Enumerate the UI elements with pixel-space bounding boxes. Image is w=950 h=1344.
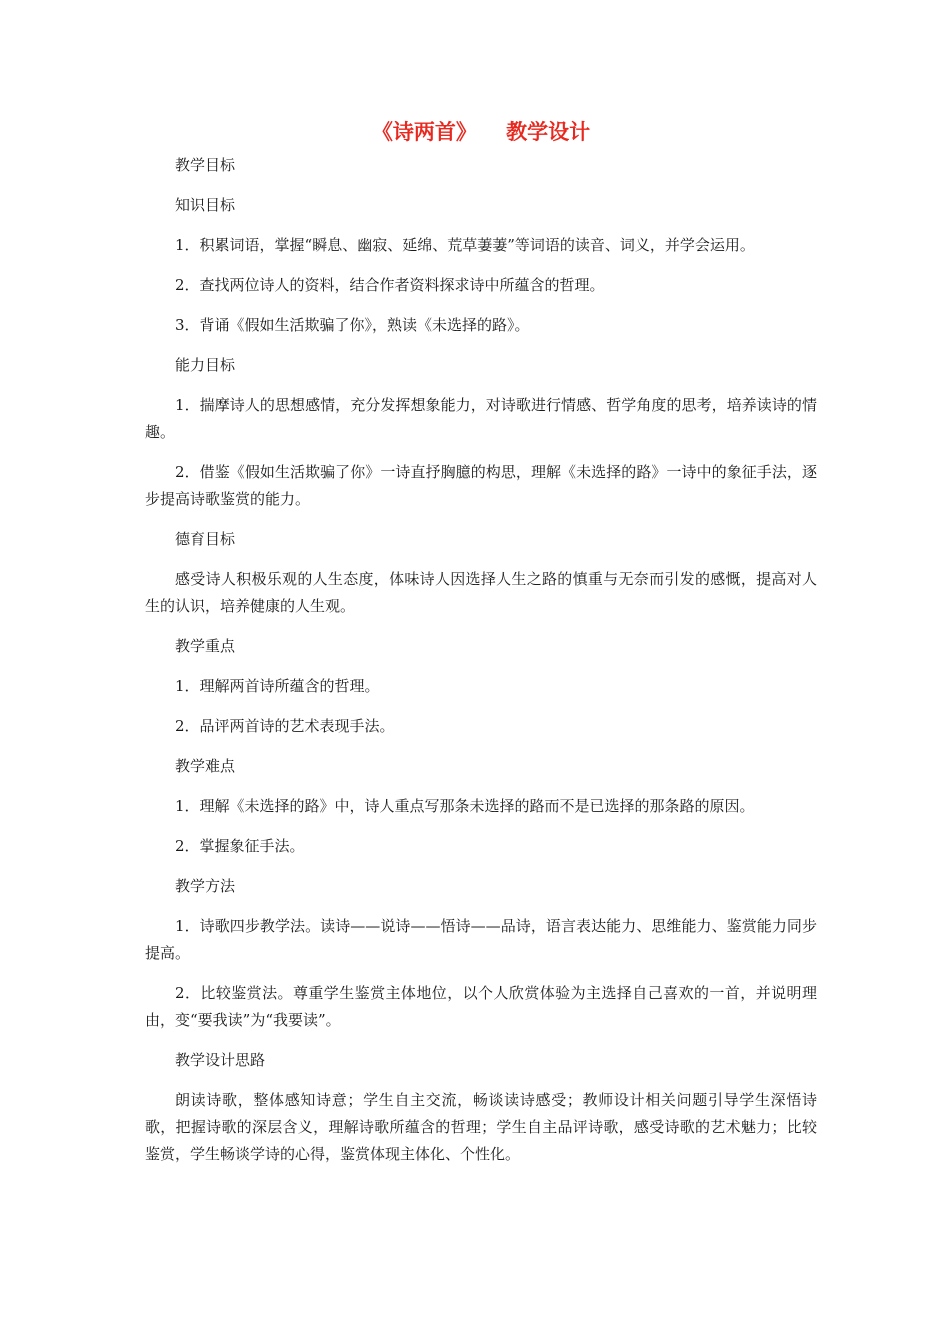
document-title: 《诗两首》 教学设计 <box>371 119 591 144</box>
paragraph: 2．借鉴《假如生活欺骗了你》一诗直抒胸臆的构思，理解《未选择的路》一诗中的象征手法，逐步提高诗歌鉴赏的能力。 <box>145 463 817 508</box>
subsection-heading-ability-goals: 能力目标 <box>175 356 236 374</box>
paragraph: 1．理解两首诗所蕴含的哲理。 <box>175 677 380 695</box>
section-heading-design-approach: 教学设计思路 <box>175 1051 266 1069</box>
paragraph: 感受诗人积极乐观的人生态度，体味诗人因选择人生之路的慎重与无奈而引发的感慨，提高对人生的认识，培养健康的人生观。 <box>145 570 817 615</box>
paragraph: 朗读诗歌，整体感知诗意；学生自主交流，畅谈读诗感受；教师设计相关问题引导学生深悟诗歌，把握诗歌的深层含义，理解诗歌所蕴含的哲理；学生自主品评诗歌，感受诗歌的艺术魅力；比较鉴赏，学生畅谈学诗的心得，鉴赏体现主体化、个性化。 <box>145 1091 817 1163</box>
section-heading-teaching-goals: 教学目标 <box>175 156 236 174</box>
paragraph: 2．掌握象征手法。 <box>175 837 305 855</box>
subsection-heading-knowledge-goals: 知识目标 <box>175 196 236 214</box>
subsection-heading-moral-goals: 德育目标 <box>175 530 236 548</box>
paragraph: 1．揣摩诗人的思想感情，充分发挥想象能力，对诗歌进行情感、哲学角度的思考，培养读诗的情趣。 <box>145 396 817 441</box>
paragraph: 1．理解《未选择的路》中，诗人重点写那条未选择的路而不是已选择的那条路的原因。 <box>175 797 755 815</box>
section-heading-difficulties: 教学难点 <box>175 757 236 775</box>
paragraph: 2．查找两位诗人的资料，结合作者资料探求诗中所蕴含的哲理。 <box>175 276 605 294</box>
document-page <box>145 118 817 1181</box>
section-heading-methods: 教学方法 <box>175 877 236 895</box>
section-heading-key-points: 教学重点 <box>175 637 236 655</box>
paragraph: 2．比较鉴赏法。尊重学生鉴赏主体地位，以个人欣赏体验为主选择自己喜欢的一首，并说明理由，变“要我读”为“我要读”。 <box>145 984 817 1029</box>
paragraph: 1．诗歌四步教学法。读诗——说诗——悟诗——品诗，语言表达能力、思维能力、鉴赏能力同步提高。 <box>145 917 817 962</box>
paragraph: 1．积累词语，掌握“瞬息、幽寂、延绵、荒草萋萋”等词语的读音、词义，并学会运用。 <box>175 236 755 254</box>
paragraph: 2．品评两首诗的艺术表现手法。 <box>175 717 395 735</box>
paragraph: 3．背诵《假如生活欺骗了你》，熟读《未选择的路》。 <box>175 316 530 334</box>
